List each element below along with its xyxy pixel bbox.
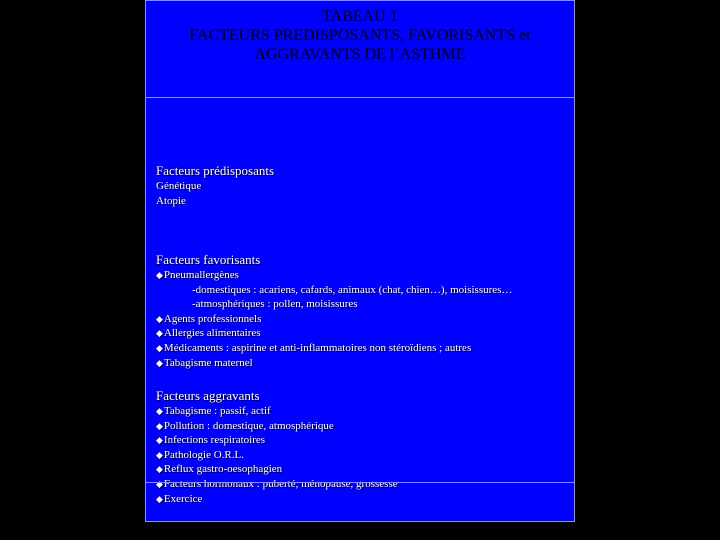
section-aggravants: [156, 388, 398, 506]
item-pneumallergenes: ◆ Pneumallergènes: [156, 268, 512, 283]
section-predisposants: [156, 163, 274, 208]
footer-divider: [146, 482, 574, 483]
item-exercice: ◆ Exercice: [156, 492, 398, 507]
item-pathologie-orl: ◆ Pathologie O.R.L.: [156, 448, 398, 463]
slide-panel: [145, 0, 575, 522]
section-favorisants: [156, 252, 512, 370]
title-line-3: AGGRAVANTS DE l’ASTHME: [254, 46, 466, 63]
item-agents-professionnels: ◆ Agents professionnels: [156, 312, 512, 327]
item-medicaments: ◆ Médicaments : aspirine et anti-inflammatoires non stéroïdiens ; autres: [156, 341, 512, 356]
title-box: [146, 1, 574, 98]
heading-aggravants: Facteurs aggravants: [156, 388, 260, 403]
item-infections: ◆ Infections respiratoires: [156, 433, 398, 448]
item-tabagisme-maternel: ◆ Tabagisme maternel: [156, 356, 512, 371]
heading-favorisants: Facteurs favorisants: [156, 252, 261, 267]
title-line-2: FACTEURS PREDISPOSANTS, FAVORISANTS et: [189, 27, 531, 44]
item-facteurs-hormonaux: ◆ Facteurs hormonaux : puberté, ménopause, grossesse: [156, 477, 398, 492]
item-atmospheriques: -atmosphériques : pollen, moisissures: [192, 298, 358, 311]
title-line-1: TABEAU 1: [322, 8, 398, 25]
item-allergies-alimentaires: ◆ Allergies alimentaires: [156, 326, 512, 341]
item-pollution: ◆ Pollution : domestique, atmosphérique: [156, 419, 398, 434]
item-genetique: Génétique: [156, 180, 202, 192]
heading-predisposants: Facteurs prédisposants: [156, 163, 275, 178]
item-reflux: ◆ Reflux gastro-oesophagien: [156, 462, 398, 477]
item-domestiques: -domestiques : acariens, cafards, animaux (chat, chien…), moisissures…: [192, 283, 513, 296]
item-atopie: Atopie: [156, 194, 186, 207]
item-tabagisme: ◆ Tabagisme : passif, actif: [156, 404, 398, 419]
